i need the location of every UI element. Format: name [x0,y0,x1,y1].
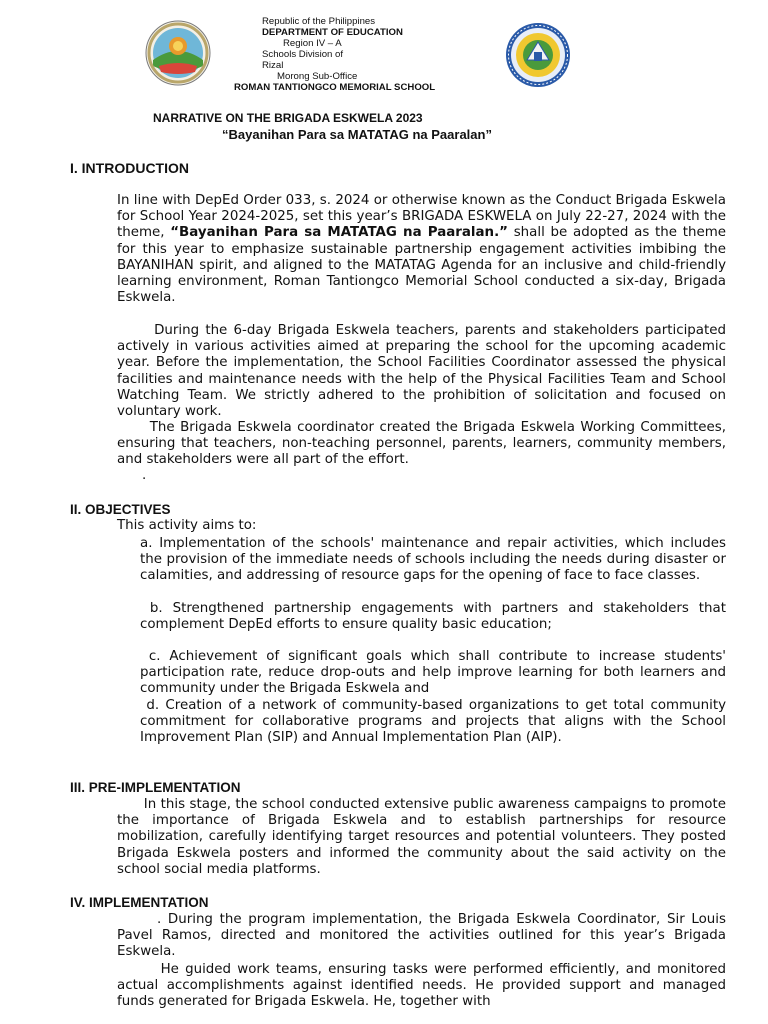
header-division: Schools Division of [262,49,344,60]
pre-implementation-paragraph: In this stage, the school conducted extensive public awareness campaigns to promote the importance of Brigada Eskwela and to establish partnerships for resource mobilization, carefully identifying target resources and potential volunteers. They posted Brigada Eskwela posters and informed the community about the said activity on the school social media platforms. [117,797,731,877]
school-seal-logo [505,22,571,88]
intro-heading-text: INTRODUCTION [77,160,189,176]
objectives-heading: II. OBJECTIVES [70,502,171,517]
intro-paragraph-1 [117,193,726,306]
objective-item-c: c. Achievement of significant goals which shall contribute to increase students' participation rate, reduce drop-outs and help improve learning for both learners and community under the Brigada Eskwela and [140,649,731,697]
intro-p1-after: shall be adopted as the theme for this year to emphasize sustainable partnership engagement activities imbibing the BAYANIHAN spirit, and aligned to the MATATAG Agenda for an inclusive and child-friendly learning environment, Roman Tantiongco Memorial School conducted a six-day, Brigada Eskwela. [117,225,726,306]
deped-region-seal-logo [145,20,211,86]
intro-paragraph-2: During the 6-day Brigada Eskwela teachers, parents and stakeholders participated actively in various activities aimed at preparing the school for the upcoming academic year. Before the implementation, the School Facilities Coordinator assessed the physical facilities and maintenance needs with the help of the Physical Facilities Team and School Watching Team. We strictly adhered to the prohibition of solicitation and focused on voluntary work. [117,323,731,420]
intro-p1-theme: “Bayanihan Para sa MATATAG na Paaralan.” [170,225,508,241]
intro-paragraph-3: The Brigada Eskwela coordinator created the Brigada Eskwela Working Committees, ensuring that teachers, non-teaching personnel, parents, learners, community members, and stakeholders were all part of the effort. [117,420,731,468]
implementation-paragraph-2: He guided work teams, ensuring tasks were performed efficiently, and monitored actual accomplishments against identified needs. He provided support and managed funds generated for Brigada Eskwela. He, together with [117,962,731,1010]
stray-dot: . [142,468,147,483]
implementation-heading: IV. IMPLEMENTATION [70,895,209,910]
header-department: DEPARTMENT OF EDUCATION [262,27,403,38]
pre-implementation-heading: III. PRE-IMPLEMENTATION [70,780,241,795]
objective-item-b: b. Strengthened partnership engagements with partners and stakeholders that complement DepEd efforts to ensure quality basic education; [140,601,731,633]
intro-p1-before: In line with DepEd Order 033, s. 2024 or otherwise known as the Conduct Brigada Eskwela for School Year 2024-2025, set this year’s BRIGADA ESKWELA on July 22-27, 2024 with the theme, [117,193,726,241]
document-theme: “Bayanihan Para sa MATATAG na Paaralan” [222,127,492,142]
header-province: Rizal [262,60,284,71]
header-school: ROMAN TANTIONGCO MEMORIAL SCHOOL [234,82,436,93]
objectives-lead: This activity aims to: [117,518,257,533]
intro-heading [70,160,189,176]
header-region: Region IV – A [283,38,342,49]
intro-heading-number: I. [70,160,78,176]
objective-item-d: d. Creation of a network of community-based organizations to get total community commitment for collaborative programs and projects that aligns with the School Improvement Plan (SIP) and Annual Implementation Plan (AIP). [140,698,731,746]
header-republic: Republic of the Philippines [262,16,376,27]
document-title: NARRATIVE ON THE BRIGADA ESKWELA 2023 [153,111,423,125]
implementation-paragraph-1: . During the program implementation, the Brigada Eskwela Coordinator, Sir Louis Pavel Ramos, directed and monitored the activities outlined for this year’s Brigada Eskwela. [117,912,731,960]
objective-item-a: a. Implementation of the schools' maintenance and repair activities, which includes the provision of the immediate needs of schools including the needs during disaster or calamities, and addressing of resource gaps for the opening of face to face classes. [140,536,726,584]
header-suboffice: Morong Sub-Office [277,71,358,82]
